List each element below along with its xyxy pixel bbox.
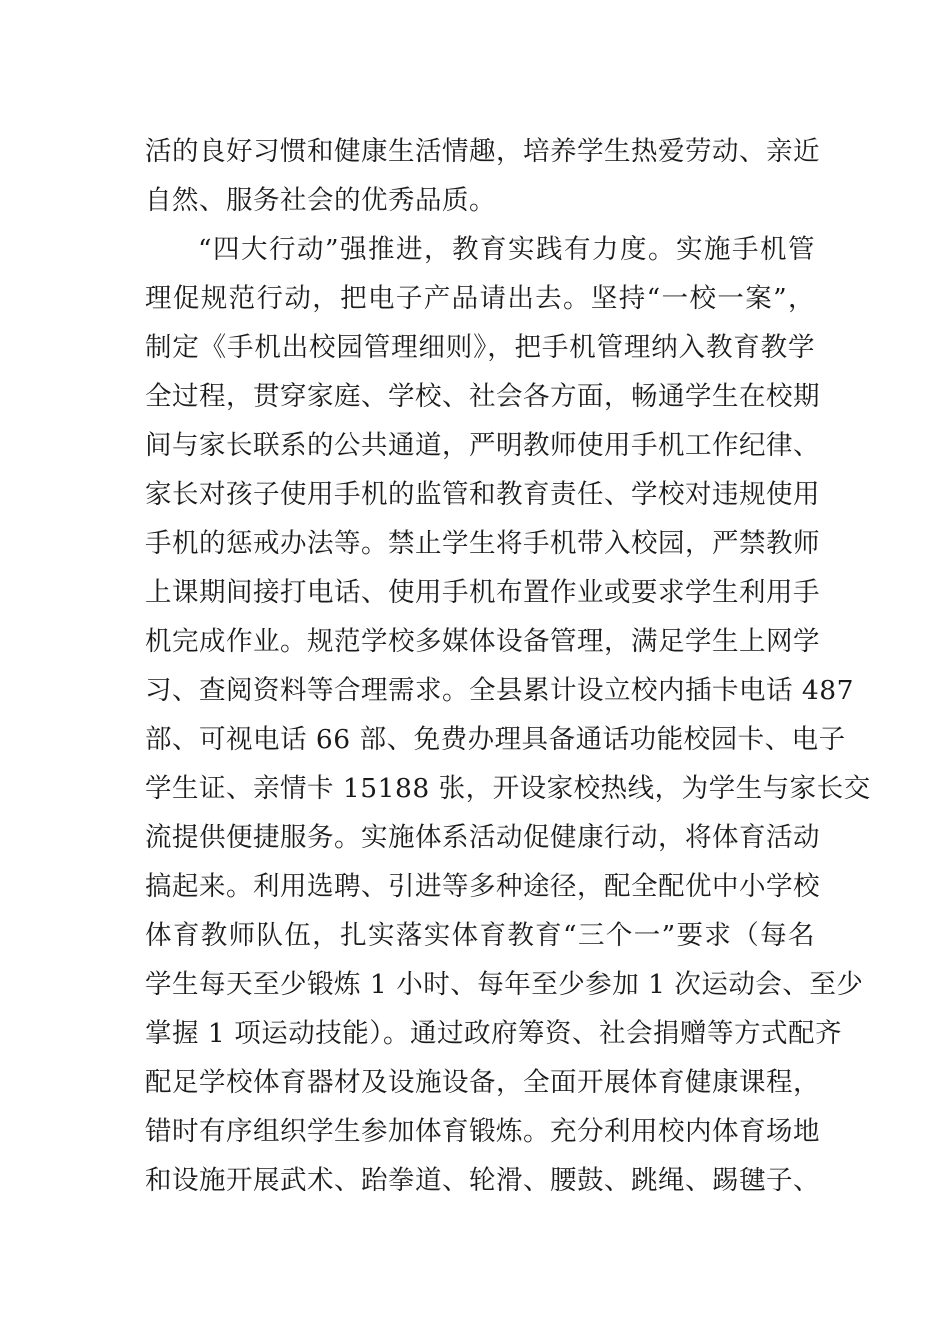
text-line: 流提供便捷服务。实施体系活动促健康行动，将体育活动 xyxy=(145,822,820,853)
text-line: 搞起来。利用选聘、引进等多种途径，配全配优中小学校 xyxy=(145,871,820,902)
text-line: 和设施开展武术、跆拳道、轮滑、腰鼓、跳绳、踢毽子、 xyxy=(145,1165,820,1196)
text-line: 机完成作业。规范学校多媒体设备管理，满足学生上网学 xyxy=(145,626,820,657)
text-line: 上课期间接打电话、使用手机布置作业或要求学生利用手 xyxy=(145,577,820,608)
paragraph-first-line: “四大行动”强推进，教育实践有力度。实施手机管 xyxy=(198,234,815,265)
text-line: 配足学校体育器材及设施设备，全面开展体育健康课程， xyxy=(145,1067,820,1098)
text-line: 部、可视电话 66 部、免费办理具备通话功能校园卡、电子 xyxy=(145,724,846,755)
text-line: 学生每天至少锻炼 1 小时、每年至少参加 1 次运动会、至少 xyxy=(145,969,864,1000)
text-line: 间与家长联系的公共通道，严明教师使用手机工作纪律、 xyxy=(145,430,820,461)
text-line: 理促规范行动，把电子产品请出去。坚持“一校一案”， xyxy=(145,283,815,314)
text-line: 自然、服务社会的优秀品质。 xyxy=(145,185,496,216)
text-line: 手机的惩戒办法等。禁止学生将手机带入校园，严禁教师 xyxy=(145,528,820,559)
text-line: 掌握 1 项运动技能）。通过政府筹资、社会捐赠等方式配齐 xyxy=(145,1018,842,1049)
body-text xyxy=(145,127,871,1205)
text-line: 制定《手机出校园管理细则》，把手机管理纳入教育教学 xyxy=(145,332,815,363)
text-line: 体育教师队伍，扎实落实体育教育“三个一”要求（每名 xyxy=(145,920,815,951)
text-line: 活的良好习惯和健康生活情趣，培养学生热爱劳动、亲近 xyxy=(145,136,820,167)
text-line: 家长对孩子使用手机的监管和教育责任、学校对违规使用 xyxy=(145,479,820,510)
text-line: 全过程，贯穿家庭、学校、社会各方面，畅通学生在校期 xyxy=(145,381,820,412)
text-line: 学生证、亲情卡 15188 张，开设家校热线，为学生与家长交 xyxy=(145,773,871,804)
text-line: 错时有序组织学生参加体育锻炼。充分利用校内体育场地 xyxy=(145,1116,820,1147)
text-line: 习、查阅资料等合理需求。全县累计设立校内插卡电话 487 xyxy=(145,675,855,706)
